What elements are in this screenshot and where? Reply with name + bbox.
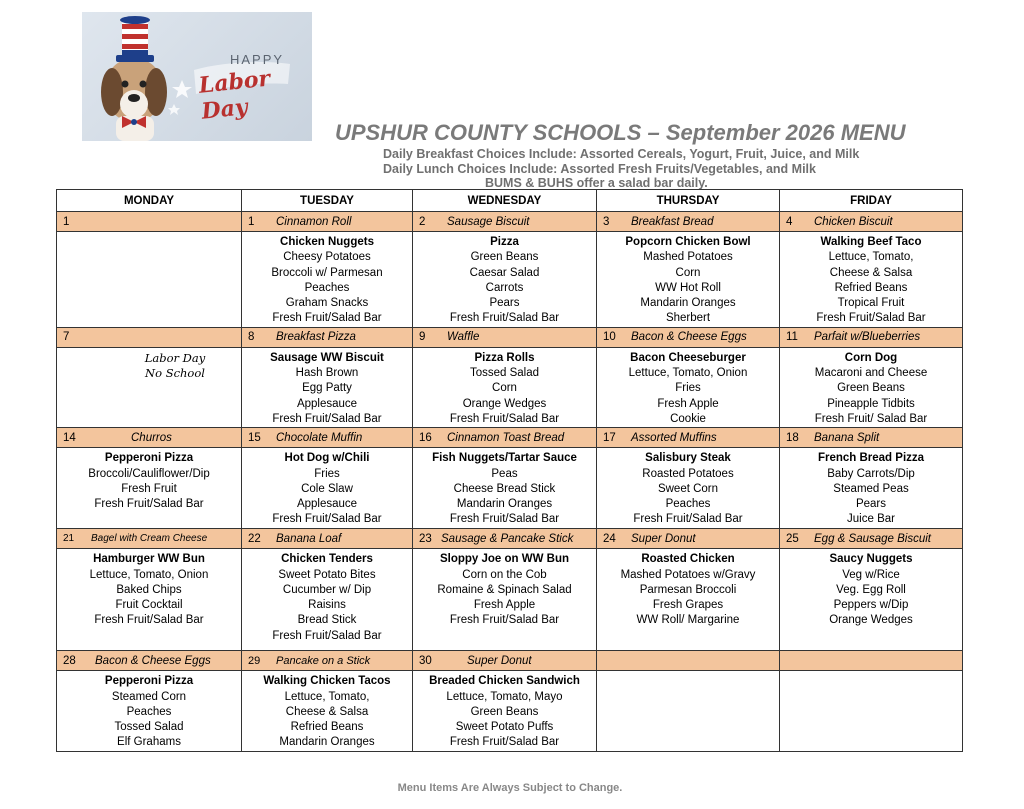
date-cell [242, 327, 413, 347]
breakfast-item: Bacon & Cheese Eggs [631, 331, 747, 344]
breakfast-item: Banana Loaf [276, 532, 342, 545]
lunch-cell [780, 347, 963, 427]
lunch-entree: Fish Nuggets/Tartar Sauce [432, 452, 577, 465]
lunch-item: Fries [675, 382, 701, 395]
breakfast-item: Bacon & Cheese Eggs [95, 654, 211, 667]
date-row [57, 651, 963, 671]
lunch-item: Baked Chips [116, 583, 182, 596]
date-number: 24 [603, 532, 616, 545]
lunch-item: Sweet Potato Puffs [455, 721, 554, 734]
lunch-item: Green Beans [837, 382, 905, 395]
lunch-item: Tropical Fruit [837, 297, 905, 310]
lunch-cell [413, 232, 597, 328]
breakfast-item: Bagel with Cream Cheese [91, 533, 208, 545]
lunch-item: Pears [489, 297, 520, 310]
date-number: 21 [63, 533, 75, 545]
lunch-item: Sweet Corn [657, 482, 719, 495]
lunch-item: WW Roll/ Margarine [636, 614, 740, 627]
lunch-cell [413, 347, 597, 427]
lunch-entree: Bacon Cheeseburger [630, 351, 746, 364]
lunch-item: Romaine & Spinach Salad [437, 583, 572, 596]
lunch-item: Corn [492, 382, 517, 395]
lunch-item: Roasted Potatoes [642, 467, 734, 480]
lunch-item: Fresh Fruit/Salad Bar [272, 513, 382, 526]
lunch-item: Cheese & Salsa [285, 705, 369, 718]
lunch-item: Corn on the Cob [462, 568, 547, 581]
lunch-item: Cookie [670, 412, 706, 425]
lunch-entree: Chicken Nuggets [280, 236, 374, 248]
lunch-entree: Popcorn Chicken Bowl [625, 236, 751, 248]
date-cell [242, 428, 413, 448]
lunch-item: Fresh Fruit/Salad Bar [94, 614, 204, 627]
date-cell [57, 212, 242, 232]
lunch-cell [57, 448, 242, 529]
date-number: 23 [419, 532, 432, 545]
breakfast-note: Daily Breakfast Choices Include: Assorted Cereals, Yogurt, Fruit, Juice, and Milk [383, 147, 860, 161]
lunch-item: Mandarin Oranges [456, 498, 553, 511]
lunch-item: Fresh Fruit/Salad Bar [633, 513, 743, 526]
date-row [57, 529, 963, 549]
lunch-item: Fresh Fruit/Salad Bar [272, 312, 382, 325]
lunch-item: Corn [675, 266, 701, 279]
lunch-row [57, 232, 963, 328]
date-number: 1 [248, 215, 255, 228]
date-cell [780, 651, 963, 671]
date-cell [597, 651, 780, 671]
date-number: 1 [63, 215, 70, 228]
breakfast-item: Super Donut [467, 654, 532, 667]
date-cell [780, 212, 963, 232]
date-cell [597, 212, 780, 232]
date-number: 29 [248, 654, 261, 667]
date-number: 2 [419, 215, 426, 228]
holiday-note: No School [145, 366, 205, 381]
lunch-item: Egg Patty [302, 382, 352, 395]
lunch-item: Bread Stick [297, 614, 357, 627]
lunch-cell [413, 448, 597, 529]
labor-day-logo [82, 12, 312, 141]
lunch-item: Fresh Fruit/Salad Bar [94, 498, 204, 511]
lunch-entree: Pepperoni Pizza [104, 452, 194, 465]
date-cell [57, 651, 242, 671]
lunch-item: Fresh Fruit/Salad Bar [449, 736, 560, 749]
lunch-item: Orange Wedges [829, 614, 913, 627]
date-cell [57, 529, 242, 549]
lunch-note: Daily Lunch Choices Include: Assorted Fresh Fruits/Vegetables, and Milk [383, 162, 816, 176]
lunch-cell [597, 671, 780, 752]
lunch-item: Fresh Fruit/Salad Bar [449, 412, 560, 425]
lunch-item: Pineapple Tidbits [827, 397, 915, 410]
footer-note: Menu Items Are Always Subject to Change. [397, 782, 623, 794]
breakfast-item: Breakfast Bread [631, 215, 714, 228]
breakfast-item: Chicken Biscuit [814, 215, 893, 228]
date-number: 18 [786, 431, 799, 444]
lunch-row [57, 549, 963, 651]
lunch-item: Cole Slaw [301, 482, 353, 495]
date-number: 25 [786, 532, 799, 545]
day-header-tuesday: TUESDAY [242, 190, 413, 212]
lunch-item: Sherbert [665, 312, 711, 325]
lunch-entree: Sloppy Joe on WW Bun [439, 553, 570, 566]
lunch-item: Broccoli w/ Parmesan [271, 266, 383, 279]
lunch-row [57, 448, 963, 529]
lunch-item: Fresh Fruit/Salad Bar [272, 412, 382, 425]
date-number: 30 [419, 654, 432, 667]
date-cell [413, 428, 597, 448]
lunch-item: Green Beans [470, 705, 539, 718]
lunch-item: Steamed Corn [111, 690, 187, 703]
day-header-monday: MONDAY [57, 190, 242, 212]
lunch-entree: Roasted Chicken [641, 553, 735, 566]
date-cell [413, 651, 597, 671]
lunch-item: Fresh Fruit/Salad Bar [449, 614, 560, 627]
lunch-item: Carrots [485, 281, 524, 294]
lunch-cell [597, 347, 780, 427]
lunch-item: Lettuce, Tomato, Onion [628, 367, 748, 380]
lunch-item: Peaches [126, 705, 172, 718]
lunch-item: Peaches [665, 498, 711, 511]
date-number: 28 [63, 654, 76, 667]
lunch-item: Juice Bar [847, 513, 895, 526]
lunch-item: Fresh Fruit/Salad Bar [816, 312, 926, 325]
date-row [57, 428, 963, 448]
day-header-friday: FRIDAY [780, 190, 963, 212]
lunch-item: Fresh Apple [473, 599, 536, 612]
date-number: 8 [248, 331, 255, 344]
date-row [57, 327, 963, 347]
date-cell [597, 327, 780, 347]
lunch-cell [242, 549, 413, 651]
lunch-item: Fresh Fruit/Salad Bar [449, 312, 560, 325]
lunch-item: Graham Snacks [285, 297, 369, 310]
date-cell [242, 651, 413, 671]
lunch-entree: Walking Chicken Tacos [263, 675, 391, 688]
lunch-item: Mashed Potatoes [643, 251, 733, 264]
date-cell [57, 428, 242, 448]
lunch-item: Baby Carrots/Dip [827, 467, 915, 480]
lunch-item: Refried Beans [834, 281, 908, 294]
lunch-item: Parmesan Broccoli [639, 583, 737, 596]
lunch-entree: Breaded Chicken Sandwich [429, 675, 580, 688]
breakfast-item: Cinnamon Roll [276, 215, 352, 228]
lunch-item: Cheese Bread Stick [453, 482, 556, 495]
logo-labor-day-text: Labor Day [197, 65, 272, 125]
lunch-entree: Corn Dog [844, 351, 898, 364]
lunch-entree: Walking Beef Taco [820, 236, 922, 248]
holiday-cell [57, 347, 242, 427]
lunch-cell [413, 549, 597, 651]
date-cell [242, 529, 413, 549]
date-cell [780, 327, 963, 347]
lunch-entree: Saucy Nuggets [829, 553, 913, 566]
lunch-item: Lettuce, Tomato, Onion [89, 568, 209, 581]
lunch-item: Raisins [308, 599, 346, 612]
lunch-item: Caesar Salad [469, 266, 540, 279]
lunch-entree: Pizza [490, 236, 519, 248]
lunch-item: Peas [491, 467, 518, 480]
date-number: 15 [248, 431, 261, 444]
lunch-cell [242, 671, 413, 752]
date-number: 4 [786, 215, 793, 228]
lunch-item: Cucumber w/ Dip [282, 583, 372, 596]
date-cell [780, 428, 963, 448]
date-cell [597, 428, 780, 448]
date-number: 17 [603, 431, 616, 444]
logo-happy-text: HAPPY [230, 52, 285, 67]
date-cell [780, 529, 963, 549]
lunch-cell [597, 448, 780, 529]
date-cell [57, 327, 242, 347]
day-header-wednesday: WEDNESDAY [413, 190, 597, 212]
lunch-cell [242, 448, 413, 529]
lunch-item: Broccoli/Cauliflower/Dip [88, 467, 210, 480]
lunch-item: Fries [314, 467, 340, 480]
lunch-entree: Hot Dog w/Chili [284, 452, 370, 465]
lunch-cell [57, 232, 242, 328]
lunch-item: Elf Grahams [117, 736, 181, 749]
lunch-entree: Hamburger WW Bun [93, 553, 205, 566]
lunch-cell [780, 549, 963, 651]
lunch-item: Mandarin Oranges [640, 297, 736, 310]
date-number: 14 [63, 431, 76, 444]
lunch-row [57, 671, 963, 752]
lunch-entree: Chicken Tenders [281, 553, 373, 566]
breakfast-item: Sausage & Pancake Stick [441, 532, 574, 545]
breakfast-item: Super Donut [631, 532, 696, 545]
lunch-item: Mandarin Oranges [279, 736, 375, 749]
lunch-cell [57, 671, 242, 752]
lunch-item: Lettuce, Tomato, [828, 251, 914, 264]
date-number: 16 [419, 431, 432, 444]
lunch-entree: Pizza Rolls [474, 351, 535, 364]
lunch-entree: Pepperoni Pizza [104, 675, 194, 688]
lunch-item: Hash Brown [295, 367, 359, 380]
lunch-item: Steamed Peas [833, 482, 909, 495]
lunch-item: Fresh Grapes [652, 599, 724, 612]
breakfast-item: Breakfast Pizza [276, 331, 356, 344]
lunch-item: Orange Wedges [462, 397, 547, 410]
lunch-cell [57, 549, 242, 651]
holiday-title: Labor Day [144, 350, 206, 365]
breakfast-item: Cinnamon Toast Bread [447, 431, 565, 444]
date-row [57, 212, 963, 232]
lunch-item: Peppers w/Dip [833, 599, 909, 612]
lunch-item: Cheese & Salsa [829, 266, 913, 279]
lunch-cell [780, 448, 963, 529]
lunch-entree: French Bread Pizza [817, 452, 925, 465]
lunch-item: Lettuce, Tomato, Mayo [446, 690, 563, 703]
lunch-item: Fresh Fruit/ Salad Bar [814, 412, 928, 425]
date-cell [413, 327, 597, 347]
breakfast-item: Sausage Biscuit [447, 215, 530, 228]
date-number: 7 [63, 331, 70, 344]
lunch-entree: Sausage WW Biscuit [270, 351, 384, 364]
lunch-row [57, 347, 963, 427]
lunch-item: Cheesy Potatoes [283, 251, 371, 264]
lunch-item: Tossed Salad [469, 367, 540, 380]
date-number: 11 [786, 331, 798, 344]
lunch-item: Applesauce [296, 498, 358, 511]
lunch-cell [597, 549, 780, 651]
date-cell [597, 529, 780, 549]
date-number: 3 [603, 215, 610, 228]
lunch-item: Peaches [304, 281, 350, 294]
lunch-item: Fresh Fruit/Salad Bar [272, 629, 382, 642]
lunch-item: Macaroni and Cheese [814, 367, 928, 380]
lunch-item: Sweet Potato Bites [278, 568, 376, 581]
lunch-item: Applesauce [296, 397, 358, 410]
breakfast-item: Banana Split [814, 431, 880, 444]
lunch-entree: Salisbury Steak [645, 452, 731, 465]
breakfast-item: Parfait w/Blueberries [814, 331, 921, 344]
page-title: UPSHUR COUNTY SCHOOLS – September 2026 MENU [335, 120, 906, 145]
lunch-item: Fresh Apple [657, 397, 719, 410]
lunch-item: Veg w/Rice [842, 568, 900, 581]
lunch-cell [413, 671, 597, 752]
breakfast-item: Waffle [447, 331, 480, 344]
breakfast-item: Churros [131, 431, 172, 444]
lunch-cell [780, 232, 963, 328]
lunch-item: Tossed Salad [114, 721, 184, 734]
breakfast-item: Chocolate Muffin [276, 431, 363, 444]
weekday-header-row [57, 190, 963, 212]
lunch-item: Mashed Potatoes w/Gravy [620, 568, 756, 581]
lunch-cell [597, 232, 780, 328]
lunch-item: Green Beans [470, 251, 539, 264]
salad-bar-note: BUMS & BUHS offer a salad bar daily. [485, 176, 708, 190]
lunch-item: Fresh Fruit [121, 482, 177, 495]
lunch-item: Fresh Fruit/Salad Bar [449, 513, 560, 526]
lunch-item: Lettuce, Tomato, [284, 690, 370, 703]
lunch-item: Refried Beans [290, 721, 364, 734]
lunch-item: Fruit Cocktail [115, 599, 183, 612]
breakfast-item: Assorted Muffins [631, 431, 717, 444]
day-header-thursday: THURSDAY [597, 190, 780, 212]
date-cell [413, 212, 597, 232]
lunch-cell [780, 671, 963, 752]
date-number: 9 [419, 331, 426, 344]
lunch-item: Pears [855, 498, 887, 511]
breakfast-item: Egg & Sausage Biscuit [814, 532, 931, 545]
lunch-cell [242, 347, 413, 427]
date-cell [242, 212, 413, 232]
lunch-item: WW Hot Roll [655, 281, 721, 294]
date-number: 22 [248, 532, 261, 545]
breakfast-item: Pancake on a Stick [276, 654, 371, 667]
menu-calendar [56, 189, 963, 752]
date-cell [413, 529, 597, 549]
lunch-item: Veg. Egg Roll [836, 583, 906, 596]
lunch-cell [242, 232, 413, 328]
date-number: 10 [603, 331, 616, 344]
